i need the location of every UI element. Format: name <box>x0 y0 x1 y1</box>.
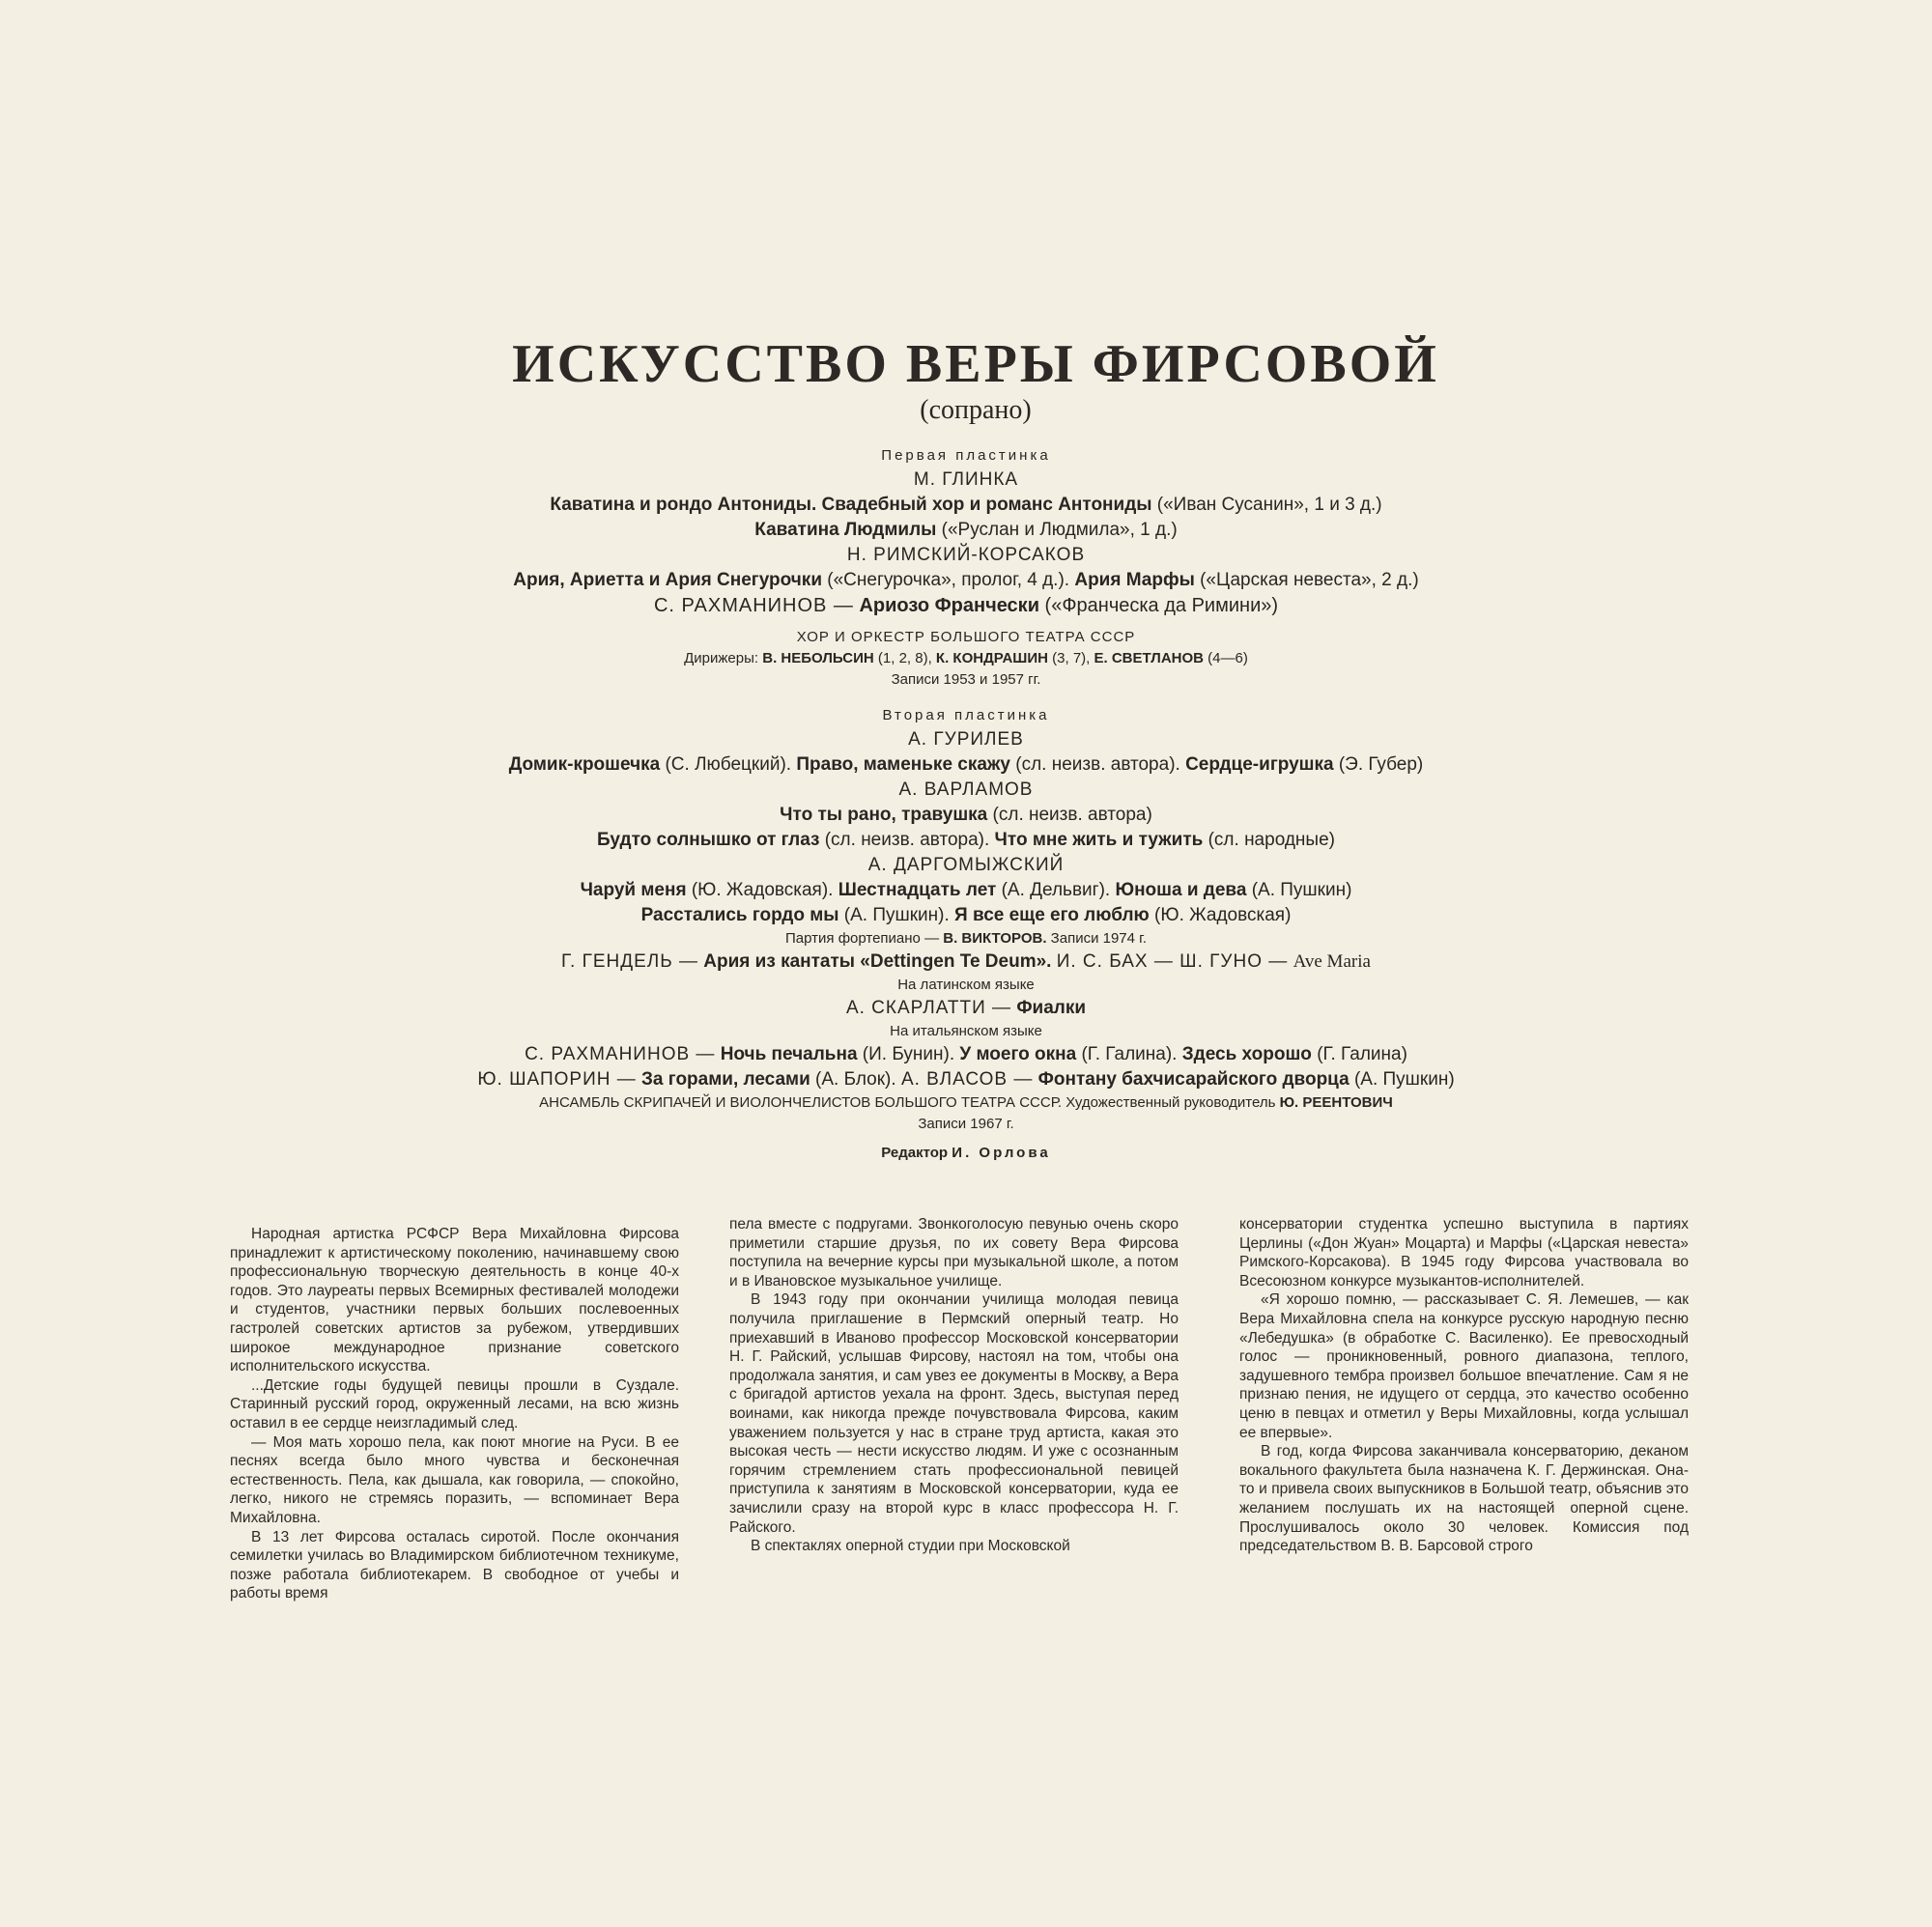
disc1-line1 <box>290 493 1642 518</box>
composer: С. РАХМАНИНОВ — <box>653 595 854 616</box>
liner-notes-column-1 <box>230 1225 679 1603</box>
editor-label: Редактор <box>881 1145 949 1161</box>
track-title: Ариозо Франчески <box>859 595 1039 616</box>
paragraph: В 1943 году при окончании училища молодая певица получила приглашение в Пермский оперный театр. Но приехавший в Иваново профессор Московской консерватории Н. Г. Райский, услышав Фирсову, настоял на том, чтобы она продолжала занятия, и сам увез ее документы в Москву, а Вера с бригадой артистов уехала на фронт. Здесь, выступая перед воинами, как никогда прежде почувствовала Фирсова, каким уважением пользуется у нас в стране труд артиста, какая это высокая честь — нести искусство людям. И уже с осознанным горячим стремлением стать профессиональной певицей приступила к занятиям в Московской консерватории, куда ее зачислили сразу на второй курс в класс профессора Н. Г. Райского. <box>729 1291 1179 1536</box>
track-title: Здесь хорошо <box>1181 1044 1312 1064</box>
track-title: Что ты рано, травушка <box>780 805 988 825</box>
track-source: (Г. Галина) <box>1317 1044 1407 1064</box>
track-title: Ария Марфы <box>1074 570 1195 590</box>
track-source: (И. Бунин). <box>862 1044 955 1064</box>
conductor-name: Е. СВЕТЛАНОВ <box>1094 650 1204 666</box>
track-source: (А. Пушкин) <box>1251 880 1352 900</box>
paragraph: В год, когда Фирсова заканчивала консерваторию, деканом вокального факультета была назначена К. Г. Держинская. Она-то и привела своих выпускников в Большой театр, объяснив это желанием послушать их на настоящей оперной сцене. Прослушивалось около 30 человек. Комиссия под председательством В. В. Барсовой строго <box>1239 1443 1689 1555</box>
track-source: (сл. народные) <box>1208 830 1335 850</box>
track-source: (Ю. Жадовская) <box>1154 905 1292 925</box>
track-source: (С. Любецкий). <box>665 754 792 775</box>
disc2-piano <box>290 928 1642 949</box>
disc1-line2 <box>290 518 1642 543</box>
disc2-line4 <box>290 878 1642 903</box>
composer: С. РАХМАНИНОВ — <box>525 1044 716 1064</box>
paragraph: В спектаклях оперной студии при Московской <box>751 1538 1070 1555</box>
track-title: Я все еще его люблю <box>954 905 1150 925</box>
track-title: Домик-крошечка <box>508 754 661 775</box>
track-source: (сл. неизв. автора) <box>992 805 1152 825</box>
disc2-line1 <box>290 752 1642 778</box>
track-source: (А. Пушкин). <box>843 905 950 925</box>
track-source: (А. Блок). <box>815 1069 896 1090</box>
conductor-tracks: (1, 2, 8), <box>877 650 932 666</box>
paragraph: консерватории студентка успешно выступила в партиях Церлины («Дон Жуан» Моцарта) и Марфы («Царская невеста» Римского-Корсакова). В 1945 году Фирсова участвовала во Всесоюзном конкурсе музыкантов-исполнителей. <box>1239 1216 1689 1289</box>
track-source: («Франческа да Римини») <box>1044 595 1279 616</box>
disc1-composer-rimsky: Н. РИМСКИЙ-КОРСАКОВ <box>846 545 1086 565</box>
director-name: Ю. РЕЕНТОВИЧ <box>1279 1094 1393 1111</box>
track-title: Ave Maria <box>1293 951 1371 972</box>
track-title: Каватина Людмилы <box>754 520 937 540</box>
track-source: (Э. Губер) <box>1338 754 1424 775</box>
disc2-italian-note: На итальянском языке <box>890 1023 1042 1039</box>
composer: А. ВЛАСОВ — <box>900 1069 1034 1090</box>
track-title: Юноша и дева <box>1115 880 1247 900</box>
track-title: Фонтану бахчисарайского дворца <box>1037 1069 1350 1090</box>
track-source: («Руслан и Людмила», 1 д.) <box>941 520 1178 540</box>
paragraph: ...Детские годы будущей певицы прошли в Суздале. Старинный русский город, окруженный лесами, на всю жизнь оставил в ее сердце неизгладимый след. <box>230 1376 679 1431</box>
disc2-latin-note: На латинском языке <box>897 977 1035 993</box>
disc2-line6 <box>290 949 1642 975</box>
track-title: Что мне жить и тужить <box>994 830 1204 850</box>
pianist-name: В. ВИКТОРОВ. <box>943 930 1047 947</box>
disc2-line5 <box>290 903 1642 928</box>
disc2-line8 <box>290 1042 1642 1067</box>
track-title: Сердце-игрушка <box>1185 754 1334 775</box>
track-source: (Г. Галина). <box>1081 1044 1178 1064</box>
disc1-composer-glinka: М. ГЛИНКА <box>913 469 1019 490</box>
paragraph: «Я хорошо помню, — рассказывает С. Я. Лемешев, — как Вера Михайловна спела на конкурсе русскую народную песню «Лебедушка» (в обработке С. Василенко). Ее превосходный голос — проникновенный, ровного диапазона, теплого, задушевного тембра произвел большое впечатление. Сам я не признаю пения, не идущего от сердца, это качество особенно ценю в певцах и отметил у Веры Михайловны, когда услышал ее впервые». <box>1239 1291 1689 1441</box>
track-source: (А. Пушкин) <box>1353 1069 1455 1090</box>
album-title: ИСКУССТВО ВЕРЫ ФИРСОВОЙ <box>512 334 1439 394</box>
track-title: Ария, Ариетта и Ария Снегурочки <box>513 570 822 590</box>
track-title: У моего окна <box>959 1044 1077 1064</box>
conductor-name: К. КОНДРАШИН <box>935 650 1048 666</box>
ensemble-text: АНСАМБЛЬ СКРИПАЧЕЙ И ВИОЛОНЧЕЛИСТОВ БОЛЬШОГО ТЕАТРА СССР. Художественный руководитель <box>539 1094 1276 1111</box>
track-source: (сл. неизв. автора). <box>1015 754 1180 775</box>
disc2-records: Записи 1967 г. <box>918 1116 1014 1132</box>
editor-name: И. Орлова <box>952 1145 1051 1161</box>
disc1-heading: Первая пластинка <box>881 447 1051 464</box>
track-title: Чаруй меня <box>580 880 687 900</box>
paragraph: В 13 лет Фирсова осталась сиротой. После окончания семилетки училась во Владимирском библиотечном техникуме, позже работала библиотекарем. В свободное от учебы и работы время <box>230 1528 679 1602</box>
album-subtitle: (сопрано) <box>920 395 1032 425</box>
liner-notes-column-2 <box>729 1215 1179 1556</box>
liner-notes <box>230 1216 1690 1669</box>
disc1-conductors <box>290 648 1642 669</box>
track-title: Шестнадцать лет <box>838 880 997 900</box>
track-title: Расстались гордо мы <box>640 905 839 925</box>
track-title: Право, маменьке скажу <box>796 754 1010 775</box>
track-source: («Иван Сусанин», 1 и 3 д.) <box>1156 495 1382 515</box>
disc2-ensemble <box>290 1092 1642 1114</box>
disc2-line9 <box>290 1067 1642 1092</box>
conductors-label: Дирижеры: <box>684 650 759 666</box>
disc2-line2 <box>290 803 1642 828</box>
composer: А. СКАРЛАТТИ — <box>845 998 1012 1018</box>
disc2-composer-gurilev: А. ГУРИЛЕВ <box>908 729 1024 750</box>
disc1-line3 <box>290 568 1642 593</box>
track-title: Фиалки <box>1016 998 1087 1018</box>
conductor-tracks: (4—6) <box>1208 650 1248 666</box>
disc1-ensemble: ХОР И ОРКЕСТР БОЛЬШОГО ТЕАТРА СССР <box>796 629 1136 645</box>
track-title: Каватина и рондо Антониды. Свадебный хор и романс Антониды <box>550 495 1152 515</box>
disc1-records: Записи 1953 и 1957 гг. <box>891 671 1041 688</box>
track-source: («Царская невеста», 2 д.) <box>1200 570 1419 590</box>
disc2-heading: Вторая пластинка <box>882 707 1050 723</box>
paragraph: Народная артистка РСФСР Вера Михайловна Фирсова принадлежит к артистическому поколению, начинавшему свою профессиональную творческую деятельность в конце 40-х годов. Это лауреаты первых Всемирных фестивалей молодежи и студентов, участники первых больших послевоенных гастролей советских артистов за рубежом, утвердивших широкое международное признание советского исполнительского искусства. <box>230 1226 679 1375</box>
disc2-composer-dargomyzhsky: А. ДАРГОМЫЖСКИЙ <box>867 855 1065 875</box>
composer: Ю. ШАПОРИН — <box>477 1069 637 1090</box>
piano-label: Партия фортепиано — <box>785 930 940 947</box>
piano-records: Записи 1974 г. <box>1050 930 1147 947</box>
disc1-line4 <box>290 593 1642 619</box>
conductor-name: В. НЕБОЛЬСИН <box>762 650 874 666</box>
disc2-line7 <box>290 996 1642 1021</box>
header <box>338 333 1613 428</box>
composer: Г. ГЕНДЕЛЬ — <box>561 951 699 972</box>
track-title: Будто солнышко от глаз <box>597 830 820 850</box>
conductor-tracks: (3, 7), <box>1052 650 1091 666</box>
track-title: Ночь печальна <box>720 1044 858 1064</box>
track-source: (сл. неизв. автора). <box>824 830 990 850</box>
composer: И. С. БАХ — Ш. ГУНО — <box>1056 951 1289 972</box>
paragraph: пела вместе с подругами. Звонкоголосую певунью очень скоро приметили старшие друзья, по их совету Вера Фирсова поступила на вечерние курсы при музыкальной школе, а потом и в Ивановское музыкальное училище. <box>729 1216 1179 1289</box>
track-title: За горами, лесами <box>641 1069 810 1090</box>
disc2-composer-varlamov: А. ВАРЛАМОВ <box>898 779 1034 800</box>
track-program <box>290 444 1642 1164</box>
editor-credit <box>290 1143 1642 1164</box>
track-source: (А. Дельвиг). <box>1001 880 1111 900</box>
disc2-line3 <box>290 828 1642 853</box>
track-source: (Ю. Жадовская). <box>691 880 834 900</box>
track-source: («Снегурочка», пролог, 4 д.). <box>827 570 1070 590</box>
liner-notes-column-3 <box>1239 1215 1689 1556</box>
paragraph: — Моя мать хорошо пела, как поют многие на Руси. В ее песнях всегда было много чувства и бесконечная естественность. Пела, как дышала, как говорила, — спокойно, легко, никого не стремясь поразить, — вспоминает Вера Михайловна. <box>230 1433 679 1526</box>
track-title: Ария из кантаты «Dettingen Te Deum». <box>703 951 1052 972</box>
